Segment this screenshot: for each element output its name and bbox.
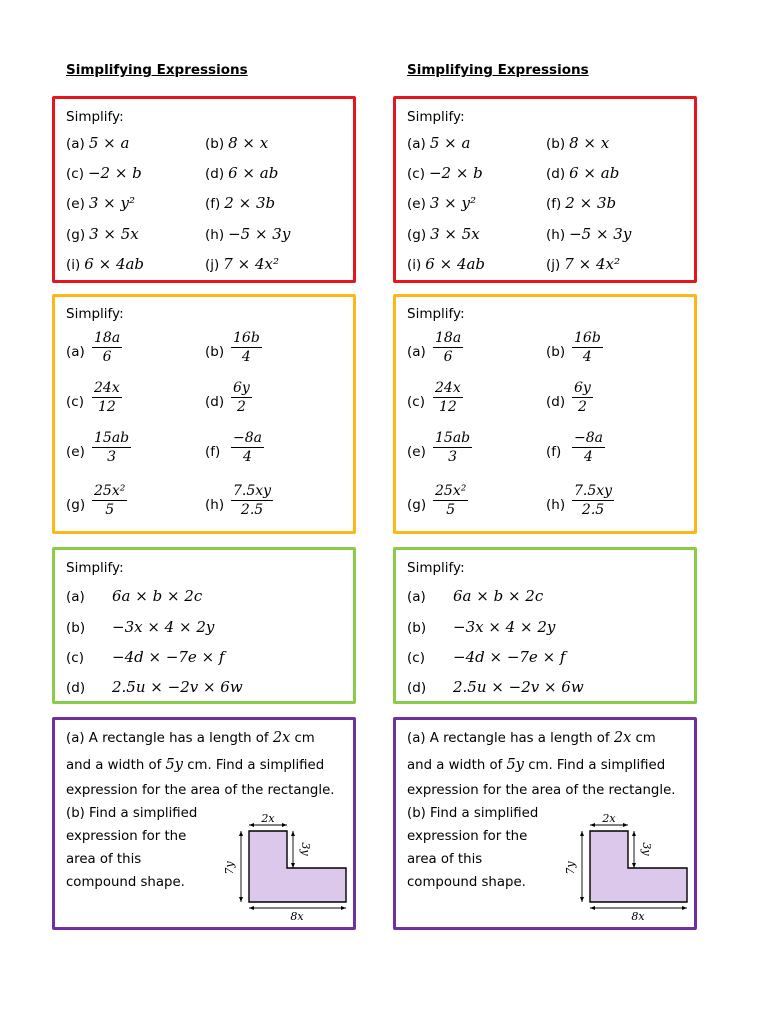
- question-item: [546, 134, 609, 152]
- simplify-label: Simplify:: [407, 560, 465, 576]
- question-label: (h): [205, 227, 225, 243]
- question-label: (a): [407, 136, 426, 152]
- question-label: (g): [407, 227, 427, 243]
- dimension-label: 2x: [602, 812, 616, 825]
- question-label: (f): [546, 444, 562, 460]
- question-expression: 7 × 4x²: [564, 255, 620, 273]
- question-label: (h): [546, 497, 566, 513]
- compound-shape-diagram: [560, 811, 692, 921]
- problem-text: cm. Find a simplified: [523, 758, 666, 773]
- question-label: (c): [407, 394, 425, 410]
- problem-line: (b) Find a simplified: [407, 806, 539, 821]
- question-expression: 2.5u × −2v × 6w: [453, 678, 584, 696]
- dimension-label: 8x: [631, 910, 645, 921]
- question-item: [205, 194, 275, 212]
- question-label: (b): [546, 344, 566, 360]
- problem-line: [66, 757, 324, 773]
- question-expression: −5 × 3y: [228, 225, 291, 243]
- l-shape: [249, 831, 346, 902]
- question-expression: 8 × x: [569, 134, 610, 152]
- question-item: [66, 255, 144, 273]
- question-label: (c): [66, 394, 84, 410]
- question-item: [407, 587, 544, 605]
- fraction-denominator: 2: [577, 399, 587, 415]
- question-item: [205, 225, 290, 243]
- question-label: (a): [66, 344, 85, 360]
- question-label: (d): [546, 394, 566, 410]
- question-label: (d): [205, 394, 225, 410]
- arrow-head: [632, 863, 636, 868]
- question-fraction: [433, 430, 472, 467]
- question-label: (i): [407, 257, 422, 273]
- question-expression: 8 × x: [228, 134, 269, 152]
- arrow-head: [249, 823, 254, 827]
- fraction-numerator: −8a: [574, 430, 603, 446]
- box-multiplication: [52, 96, 356, 283]
- question-item: [546, 164, 619, 182]
- fraction-denominator: 2.5: [581, 502, 605, 518]
- question-item: [66, 618, 215, 636]
- problem-line: area of this: [66, 852, 142, 867]
- box-multi-term: [393, 547, 697, 704]
- fraction-numerator: 18a: [94, 330, 121, 346]
- problem-text: (a) A rectangle has a length of: [66, 731, 273, 746]
- arrow-head: [291, 863, 295, 868]
- question-expression: 6 × 4ab: [425, 255, 486, 273]
- question-expression: −3x × 4 × 2y: [453, 618, 556, 636]
- problem-line: expression for the: [66, 829, 187, 844]
- question-label: (c): [66, 166, 84, 182]
- question-item: [407, 225, 480, 243]
- question-item: [407, 134, 470, 152]
- question-expression: 5 × a: [429, 134, 471, 152]
- question-item: [407, 255, 485, 273]
- question-label: (a): [66, 136, 85, 152]
- fraction-denominator: 5: [446, 502, 456, 518]
- dimension-label: 3y: [640, 842, 653, 856]
- question-expression: −4d × −7e × f: [112, 648, 225, 666]
- question-label: (e): [407, 444, 426, 460]
- arrow-head: [282, 823, 287, 827]
- box-area-problem: [393, 717, 697, 930]
- problem-line: [66, 730, 315, 746]
- question-expression: −2 × b: [428, 164, 483, 182]
- question-label: (j): [205, 257, 220, 273]
- fraction-numerator: 25x²: [435, 483, 467, 499]
- fraction-denominator: 5: [105, 502, 115, 518]
- question-label: (c): [407, 650, 425, 666]
- fraction-denominator: 2.5: [240, 502, 264, 518]
- question-label: (b): [546, 136, 566, 152]
- fraction-numerator: 16b: [233, 330, 260, 346]
- fraction-numerator: 24x: [94, 380, 120, 396]
- question-expression: 6 × ab: [569, 164, 620, 182]
- question-fraction: [92, 330, 122, 367]
- fraction-denominator: 4: [582, 349, 592, 365]
- fraction-denominator: 4: [241, 349, 251, 365]
- question-item: [407, 194, 476, 212]
- question-label: (g): [66, 227, 86, 243]
- question-label: (a): [407, 589, 426, 605]
- problem-text: and a width of: [407, 758, 507, 773]
- question-label: (d): [66, 680, 86, 696]
- problem-text: (a) A rectangle has a length of: [407, 731, 614, 746]
- question-expression: 3 × 5x: [430, 225, 480, 243]
- problem-line: expression for the: [407, 829, 528, 844]
- problem-line: compound shape.: [407, 875, 526, 890]
- fraction-denominator: 2: [236, 399, 246, 415]
- question-item: [66, 648, 225, 666]
- question-label: (h): [205, 497, 225, 513]
- dimension-label: 3y: [299, 842, 312, 856]
- question-label: (g): [66, 497, 86, 513]
- arrow-head: [239, 831, 243, 836]
- question-label: (b): [407, 620, 427, 636]
- question-label: (d): [407, 680, 427, 696]
- question-item: [407, 164, 483, 182]
- fraction-numerator: 6y: [233, 380, 250, 396]
- question-item: [205, 134, 268, 152]
- question-label: (a): [66, 589, 85, 605]
- question-expression: 2.5u × −2v × 6w: [112, 678, 243, 696]
- l-shape: [590, 831, 687, 902]
- question-item: [546, 255, 620, 273]
- question-label: (f): [546, 196, 562, 212]
- question-fraction: [92, 483, 127, 520]
- question-fraction: [231, 380, 252, 417]
- question-item: [407, 648, 566, 666]
- question-fraction: [231, 430, 264, 467]
- question-fraction: [92, 380, 122, 417]
- question-expression: −3x × 4 × 2y: [112, 618, 215, 636]
- problem-line: area of this: [407, 852, 483, 867]
- question-expression: 6 × ab: [228, 164, 279, 182]
- question-item: [66, 587, 203, 605]
- question-fraction: [92, 430, 131, 467]
- question-item: [66, 134, 129, 152]
- question-expression: −2 × b: [87, 164, 142, 182]
- box-multiplication: [393, 96, 697, 283]
- question-expression: −4d × −7e × f: [453, 648, 566, 666]
- fraction-numerator: 6y: [574, 380, 591, 396]
- arrow-head: [590, 906, 595, 910]
- question-label: (b): [66, 620, 86, 636]
- question-label: (d): [546, 166, 566, 182]
- question-expression: 3 × y²: [429, 194, 476, 212]
- question-expression: 5 × a: [88, 134, 130, 152]
- question-item: [407, 618, 556, 636]
- question-expression: 3 × y²: [88, 194, 135, 212]
- question-label: (e): [66, 196, 85, 212]
- question-item: [546, 194, 616, 212]
- question-label: (a): [407, 344, 426, 360]
- question-fraction: [433, 380, 463, 417]
- question-expression: 7 × 4x²: [223, 255, 279, 273]
- problem-line: [407, 730, 656, 746]
- question-fraction: [572, 430, 605, 467]
- question-expression: 2 × 3b: [224, 194, 276, 212]
- dimension-label: 7y: [223, 861, 236, 875]
- problem-math: 2x: [272, 730, 291, 746]
- box-division: [393, 294, 697, 534]
- problem-line: expression for the area of the rectangle.: [407, 783, 676, 798]
- dimension-label: 2x: [261, 812, 275, 825]
- problem-text: cm. Find a simplified: [182, 758, 325, 773]
- fraction-denominator: 3: [448, 449, 458, 465]
- fraction-numerator: 15ab: [94, 430, 130, 446]
- arrow-head: [291, 831, 295, 836]
- arrow-head: [632, 831, 636, 836]
- box-division: [52, 294, 356, 534]
- arrow-head: [580, 897, 584, 902]
- problem-line: expression for the area of the rectangle.: [66, 783, 335, 798]
- question-fraction: [572, 330, 603, 367]
- dimension-label: 7y: [564, 861, 577, 875]
- fraction-denominator: 6: [443, 349, 453, 365]
- arrow-head: [341, 906, 346, 910]
- fraction-denominator: 4: [243, 449, 252, 465]
- question-expression: 3 × 5x: [89, 225, 139, 243]
- question-item: [66, 225, 139, 243]
- fraction-numerator: 25x²: [94, 483, 126, 499]
- question-expression: −5 × 3y: [569, 225, 632, 243]
- problem-text: cm: [290, 731, 315, 746]
- question-fraction: [231, 330, 262, 367]
- question-label: (e): [407, 196, 426, 212]
- fraction-numerator: −8a: [233, 430, 262, 446]
- question-label: (f): [205, 196, 221, 212]
- box-multi-term: [52, 547, 356, 704]
- arrow-head: [249, 906, 254, 910]
- fraction-denominator: 12: [438, 399, 457, 415]
- simplify-label: Simplify:: [66, 306, 124, 322]
- arrow-head: [239, 897, 243, 902]
- question-label: (f): [205, 444, 221, 460]
- problem-math: 5y: [506, 757, 524, 773]
- problem-text: and a width of: [66, 758, 166, 773]
- problem-math: 5y: [165, 757, 183, 773]
- dimension-label: 8x: [290, 910, 304, 921]
- question-label: (e): [66, 444, 85, 460]
- question-fraction: [231, 483, 273, 520]
- question-expression: 2 × 3b: [565, 194, 617, 212]
- question-label: (c): [407, 166, 425, 182]
- question-label: (h): [546, 227, 566, 243]
- fraction-denominator: 4: [584, 449, 593, 465]
- worksheet-heading: Simplifying Expressions: [407, 62, 589, 78]
- arrow-head: [623, 823, 628, 827]
- box-area-problem: [52, 717, 356, 930]
- fraction-numerator: 7.5xy: [233, 483, 272, 499]
- simplify-label: Simplify:: [66, 560, 124, 576]
- question-fraction: [433, 483, 468, 520]
- problem-text: cm: [631, 731, 656, 746]
- question-fraction: [433, 330, 463, 367]
- question-label: (b): [205, 136, 225, 152]
- question-item: [546, 225, 631, 243]
- fraction-numerator: 18a: [435, 330, 462, 346]
- question-item: [407, 678, 584, 696]
- fraction-denominator: 3: [107, 449, 117, 465]
- fraction-denominator: 12: [97, 399, 116, 415]
- question-expression: 6a × b × 2c: [112, 587, 203, 605]
- arrow-head: [580, 831, 584, 836]
- question-fraction: [572, 483, 614, 520]
- problem-math: 2x: [613, 730, 632, 746]
- question-expression: 6 × 4ab: [84, 255, 145, 273]
- question-label: (j): [546, 257, 561, 273]
- question-label: (c): [66, 650, 84, 666]
- problem-line: compound shape.: [66, 875, 185, 890]
- fraction-numerator: 7.5xy: [574, 483, 613, 499]
- question-item: [66, 678, 243, 696]
- problem-line: (b) Find a simplified: [66, 806, 198, 821]
- question-label: (d): [205, 166, 225, 182]
- simplify-label: Simplify:: [66, 109, 124, 125]
- question-label: (g): [407, 497, 427, 513]
- question-label: (b): [205, 344, 225, 360]
- fraction-numerator: 24x: [435, 380, 461, 396]
- compound-shape-diagram: [219, 811, 351, 921]
- question-expression: 6a × b × 2c: [453, 587, 544, 605]
- simplify-label: Simplify:: [407, 109, 465, 125]
- question-fraction: [572, 380, 593, 417]
- fraction-numerator: 16b: [574, 330, 601, 346]
- fraction-denominator: 6: [102, 349, 112, 365]
- question-item: [66, 164, 142, 182]
- arrow-head: [682, 906, 687, 910]
- question-item: [66, 194, 135, 212]
- question-label: (i): [66, 257, 81, 273]
- simplify-label: Simplify:: [407, 306, 465, 322]
- problem-line: [407, 757, 665, 773]
- question-item: [205, 164, 278, 182]
- question-item: [205, 255, 279, 273]
- worksheet-heading: Simplifying Expressions: [66, 62, 248, 78]
- fraction-numerator: 15ab: [435, 430, 471, 446]
- arrow-head: [590, 823, 595, 827]
